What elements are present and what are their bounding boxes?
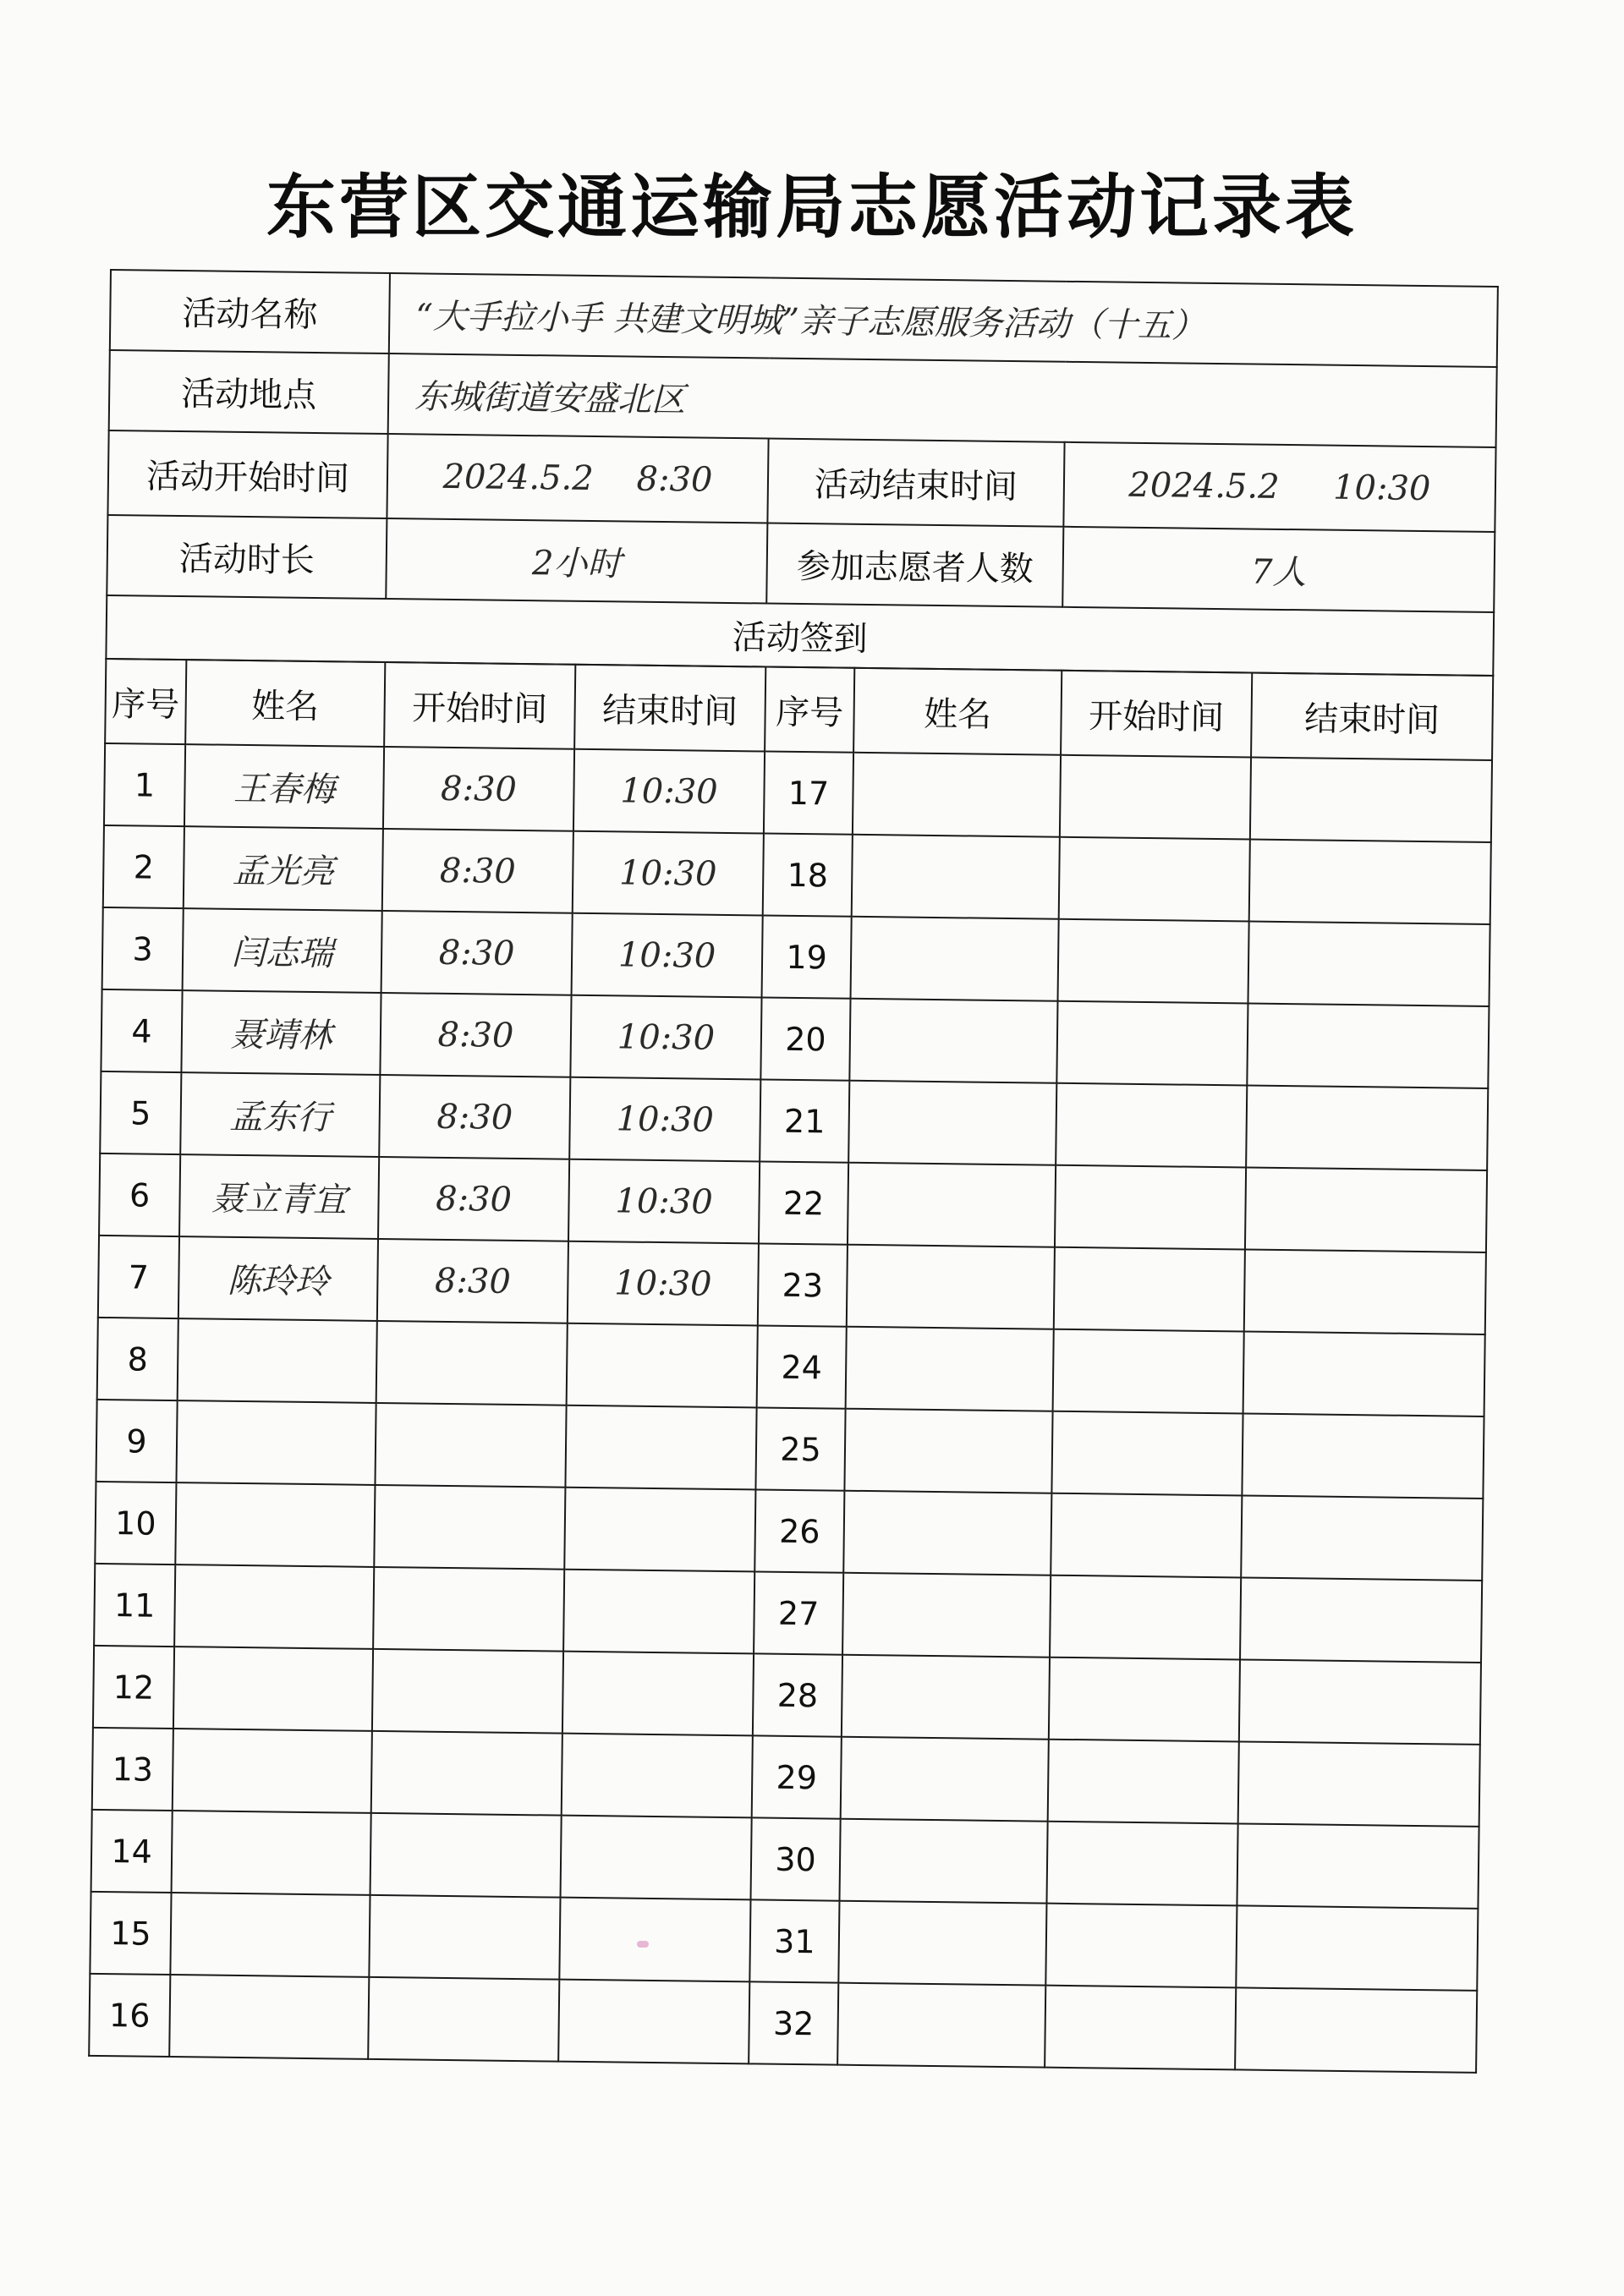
cell-name-right [852, 835, 1060, 919]
cell-start-right [1049, 1658, 1240, 1742]
end-time-label: 活动结束时间 [767, 439, 1064, 527]
cell-end-left [561, 1816, 752, 1900]
cell-end-left: 10:30 [568, 1241, 759, 1326]
cell-start-left: 8:30 [383, 747, 574, 831]
cell-name-right [851, 917, 1059, 1001]
cell-name-right [843, 1491, 1051, 1575]
cell-seq-right: 30 [750, 1817, 840, 1900]
cell-start-left [370, 1813, 562, 1898]
cell-end-right [1239, 1659, 1481, 1744]
cell-end-right [1250, 758, 1492, 842]
cell-name-left [176, 1400, 376, 1485]
cell-name-right [848, 1163, 1056, 1247]
activity-name-value: “大手拉小手 共建文明城”亲子志愿服务活动（十五） [389, 273, 1498, 367]
cell-seq-right: 23 [758, 1243, 848, 1326]
cell-end-left: 10:30 [573, 831, 764, 916]
cell-name-right [849, 999, 1057, 1083]
cell-name-right [838, 1901, 1046, 1986]
cell-name-left: 孟光亮 [184, 826, 383, 911]
cell-name-right [846, 1327, 1054, 1411]
cell-seq-right: 25 [755, 1407, 845, 1490]
cell-name-right [842, 1655, 1050, 1740]
cell-start-left [368, 1977, 559, 2062]
cell-seq-right: 24 [757, 1325, 847, 1408]
cell-seq-right: 18 [763, 833, 853, 916]
cell-end-right [1240, 1577, 1482, 1662]
cell-name-right [839, 1819, 1047, 1904]
cell-seq-right: 32 [749, 1981, 838, 2064]
cell-name-left: 孟东行 [180, 1072, 380, 1157]
cell-name-left [175, 1482, 375, 1567]
cell-start-right [1056, 1001, 1248, 1086]
cell-name-left: 聂靖林 [181, 990, 381, 1075]
signin-section-title: 活动签到 [106, 595, 1494, 676]
cell-end-left [558, 1980, 749, 2064]
cell-start-right [1046, 1822, 1237, 1906]
cell-end-right [1235, 1987, 1477, 2072]
cell-start-right [1058, 919, 1249, 1004]
cell-seq-right: 26 [754, 1489, 844, 1572]
cell-end-left: 10:30 [569, 1077, 760, 1162]
cell-start-left: 8:30 [377, 1239, 568, 1323]
activity-name-label: 活动名称 [110, 270, 390, 353]
cell-name-right [853, 753, 1061, 837]
cell-end-left [564, 1488, 755, 1572]
signin-table [88, 658, 1494, 2074]
cell-end-left [567, 1323, 758, 1408]
cell-seq-left: 13 [92, 1728, 173, 1811]
cell-seq-right: 28 [753, 1653, 842, 1736]
start-time-label: 活动开始时间 [107, 430, 387, 518]
cell-start-right [1051, 1411, 1243, 1496]
cell-name-left: 聂立青宜 [179, 1154, 379, 1239]
cell-end-left: 10:30 [568, 1159, 760, 1244]
cell-start-right [1054, 1247, 1245, 1332]
cell-end-right [1244, 1249, 1486, 1334]
header-name-left: 姓名 [185, 660, 385, 747]
header-end-right: 结束时间 [1251, 673, 1493, 760]
cell-seq-left: 5 [100, 1071, 181, 1154]
cell-name-right [844, 1409, 1052, 1493]
cell-name-left [170, 1893, 370, 1977]
cell-name-left [173, 1647, 373, 1731]
info-table [105, 269, 1499, 677]
cell-name-right [848, 1081, 1056, 1165]
cell-start-left: 8:30 [379, 1075, 570, 1159]
cell-end-left: 10:30 [572, 913, 763, 998]
cell-name-right [842, 1573, 1051, 1658]
start-time-value: 2024.5.2 8:30 [387, 434, 768, 523]
cell-name-right [847, 1245, 1055, 1329]
cell-name-left: 王春梅 [184, 744, 384, 829]
cell-end-right [1249, 840, 1491, 924]
cell-end-left: 10:30 [573, 749, 765, 834]
cell-start-right [1051, 1493, 1242, 1578]
ink-mark [637, 1941, 649, 1948]
cell-name-left [174, 1564, 374, 1649]
cell-end-left [565, 1406, 756, 1490]
cell-start-left [376, 1321, 568, 1406]
cell-seq-right: 19 [762, 915, 852, 998]
cell-name-left [173, 1729, 372, 1813]
cell-start-left [374, 1485, 565, 1570]
cell-seq-right: 21 [760, 1079, 849, 1162]
cell-start-right [1045, 1986, 1236, 2070]
cell-seq-right: 27 [754, 1571, 843, 1654]
cell-name-right [841, 1737, 1049, 1822]
cell-start-left [371, 1731, 562, 1816]
header-seq-right: 序号 [765, 667, 854, 753]
cell-start-left: 8:30 [378, 1157, 569, 1241]
cell-end-right [1246, 1085, 1488, 1170]
cell-seq-left: 15 [90, 1892, 171, 1975]
cell-seq-left: 11 [94, 1564, 175, 1647]
cell-name-left: 陈玲玲 [178, 1236, 378, 1321]
location-value: 东城街道安盛北区 [388, 353, 1497, 447]
volunteers-value: 7人 [1062, 527, 1495, 612]
end-time-value: 2024.5.2 10:30 [1063, 442, 1495, 532]
volunteers-label: 参加志愿者人数 [766, 523, 1063, 607]
cell-seq-left: 16 [89, 1974, 170, 2057]
header-end-left: 结束时间 [574, 665, 765, 752]
cell-seq-left: 8 [97, 1318, 178, 1400]
cell-end-right [1242, 1413, 1484, 1498]
cell-seq-right: 17 [764, 751, 853, 834]
header-start-right: 开始时间 [1061, 671, 1252, 758]
record-form [88, 269, 1497, 2104]
cell-end-left [562, 1652, 754, 1736]
cell-seq-left: 7 [98, 1236, 179, 1318]
cell-seq-right: 20 [760, 997, 850, 1080]
cell-start-right [1055, 1165, 1246, 1250]
cell-start-left: 8:30 [380, 993, 571, 1077]
cell-seq-right: 31 [749, 1899, 839, 1982]
cell-seq-left: 12 [93, 1646, 174, 1729]
cell-start-left: 8:30 [381, 911, 573, 995]
cell-start-right [1045, 1904, 1237, 1988]
cell-start-right [1059, 837, 1250, 922]
cell-start-right [1048, 1740, 1239, 1824]
cell-start-left: 8:30 [382, 829, 573, 913]
cell-start-right [1053, 1329, 1244, 1414]
cell-seq-left: 9 [96, 1400, 177, 1482]
cell-end-right [1241, 1495, 1483, 1580]
cell-end-left [559, 1898, 750, 1982]
cell-end-right [1248, 922, 1490, 1006]
cell-name-left: 闫志瑞 [183, 908, 382, 993]
cell-end-left [562, 1734, 753, 1818]
cell-end-right [1237, 1823, 1479, 1908]
cell-end-right [1236, 1905, 1478, 1990]
duration-value: 2小时 [386, 518, 767, 603]
cell-seq-left: 3 [102, 907, 184, 990]
cell-seq-left: 2 [103, 825, 184, 908]
header-name-right: 姓名 [853, 668, 1062, 755]
cell-end-right [1238, 1741, 1480, 1826]
cell-end-right [1245, 1167, 1487, 1252]
cell-name-left [172, 1811, 371, 1895]
cell-seq-left: 14 [91, 1810, 173, 1893]
signin-row [89, 1974, 1477, 2073]
cell-start-left [369, 1895, 560, 1980]
page-title: 东营区交通运输局志愿活动记录表 [266, 167, 1358, 248]
cell-name-left [178, 1318, 377, 1403]
location-label: 活动地点 [109, 350, 389, 434]
header-start-left: 开始时间 [384, 662, 575, 749]
cell-end-right [1247, 1004, 1489, 1088]
cell-seq-left: 10 [95, 1482, 176, 1564]
cell-start-right [1050, 1575, 1241, 1660]
cell-start-right [1060, 755, 1251, 840]
cell-seq-right: 22 [759, 1161, 848, 1244]
cell-start-right [1056, 1083, 1247, 1168]
cell-seq-left: 6 [99, 1153, 180, 1236]
cell-end-right [1243, 1331, 1485, 1416]
cell-start-left [373, 1567, 564, 1652]
header-seq-left: 序号 [105, 659, 186, 744]
cell-start-left [372, 1649, 563, 1734]
cell-name-left [169, 1975, 369, 2059]
duration-label: 活动时长 [107, 515, 387, 599]
cell-start-left [375, 1403, 566, 1488]
cell-end-left: 10:30 [570, 995, 761, 1080]
cell-seq-right: 29 [752, 1735, 842, 1818]
cell-seq-left: 4 [101, 989, 182, 1072]
cell-seq-left: 1 [104, 743, 185, 826]
cell-end-left [563, 1570, 754, 1654]
cell-name-right [837, 1983, 1045, 2068]
